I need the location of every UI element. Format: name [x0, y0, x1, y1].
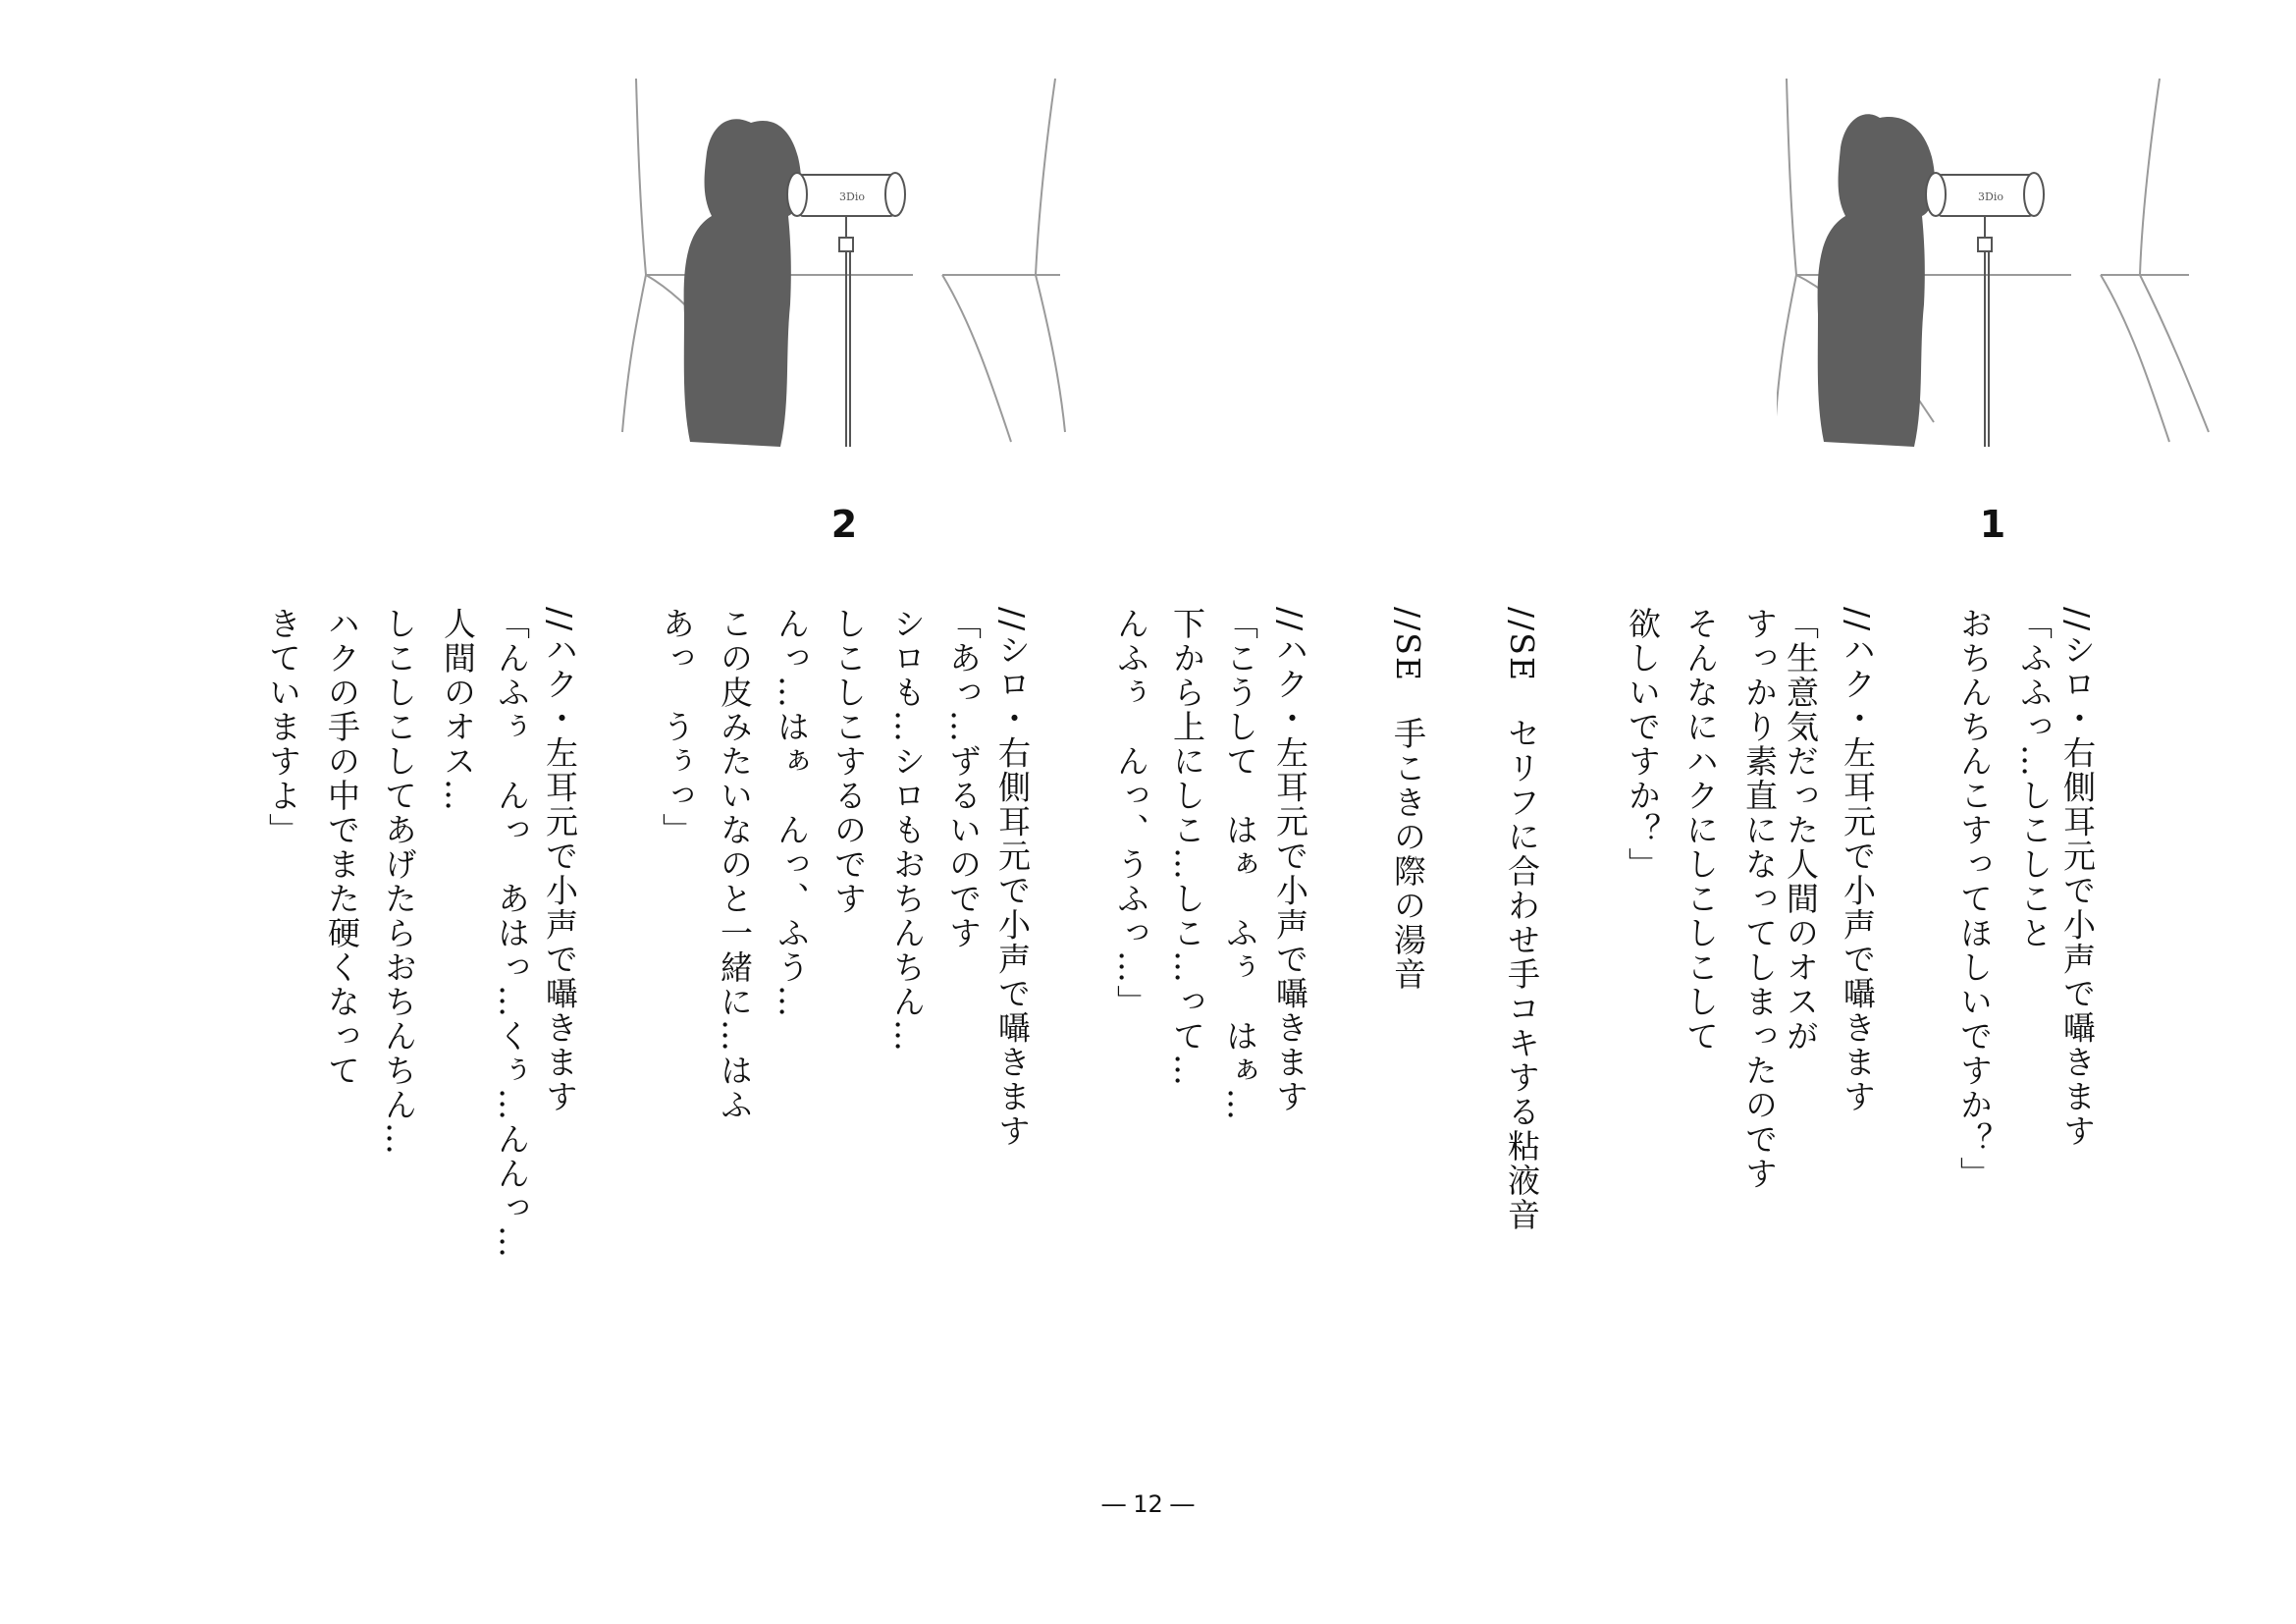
- script-line: 「あっ…ずるいのです: [944, 607, 983, 950]
- script-line: すっかり素直になってしまったのです: [1740, 607, 1779, 1191]
- script-line: //SE セリフに合わせ手コキする粘液音: [1503, 607, 1541, 1232]
- binaural-mic-scene-1: [1777, 69, 2228, 481]
- listener-silhouette: [1818, 114, 1936, 447]
- mic-label: 3Dio: [839, 190, 865, 203]
- script-line: そんなにハクにしこしこして: [1682, 607, 1720, 1054]
- script-line: //ハク・左耳元で小声で囁きます: [1839, 607, 1877, 1114]
- script-line: 下から上にしこ…しこ…って…: [1168, 607, 1206, 1088]
- script-line: //ハク・左耳元で小声で囁きます: [541, 607, 579, 1114]
- figure-2-number: 2: [830, 503, 858, 546]
- script-line: あっ うぅっ」: [658, 607, 696, 847]
- script-line: しこしこしてあげたらおちんちん…: [380, 607, 418, 1157]
- script-line: ハクの手の中でまた硬くなって: [323, 607, 361, 1088]
- script-line: んふぅ んっ、うふっ…」: [1112, 607, 1150, 1019]
- script-line: //ハク・左耳元で小声で囁きます: [1271, 607, 1309, 1114]
- figure-1-number: 1: [1979, 503, 2006, 546]
- figure-1-illustration: [1777, 69, 2228, 481]
- page-number: ― 12 ―: [1101, 1490, 1195, 1518]
- script-line: //シロ・右側耳元で小声で囁きます: [993, 607, 1032, 1149]
- script-line: 「生意気だった人間のオスが: [1782, 607, 1820, 1054]
- listener-silhouette: [684, 119, 802, 447]
- script-line: この皮みたいなのと一緒に…はふ: [716, 607, 754, 1122]
- script-line: 人間のオス…: [439, 607, 477, 813]
- mic-label: 3Dio: [1978, 190, 2003, 203]
- script-line: 「こうして はぁ ふぅ はぁ…: [1221, 607, 1259, 1122]
- figure-2-illustration: [618, 69, 1070, 481]
- script-line: シロも…シロもおちんちん…: [888, 607, 927, 1054]
- script-line: しこしこするのです: [829, 607, 868, 916]
- script-line: きていますよ」: [264, 607, 302, 847]
- script-line: んっ…はぁ んっ、ふう…: [773, 607, 811, 1019]
- script-line: //シロ・右側耳元で小声で囁きます: [2058, 607, 2097, 1149]
- binaural-mic-scene-2: [618, 69, 1070, 481]
- script-line: 欲しいですか？」: [1624, 607, 1662, 882]
- script-line: 「んふぅ んっ あはっ…くぅ…んんっ…: [493, 607, 531, 1260]
- script-line: //SE 手こきの際の湯音: [1389, 607, 1427, 992]
- script-line: 「ふふっ…しこしこと: [2015, 607, 2054, 950]
- script-line: おちんちんこすってほしいですか？」: [1955, 607, 1994, 1191]
